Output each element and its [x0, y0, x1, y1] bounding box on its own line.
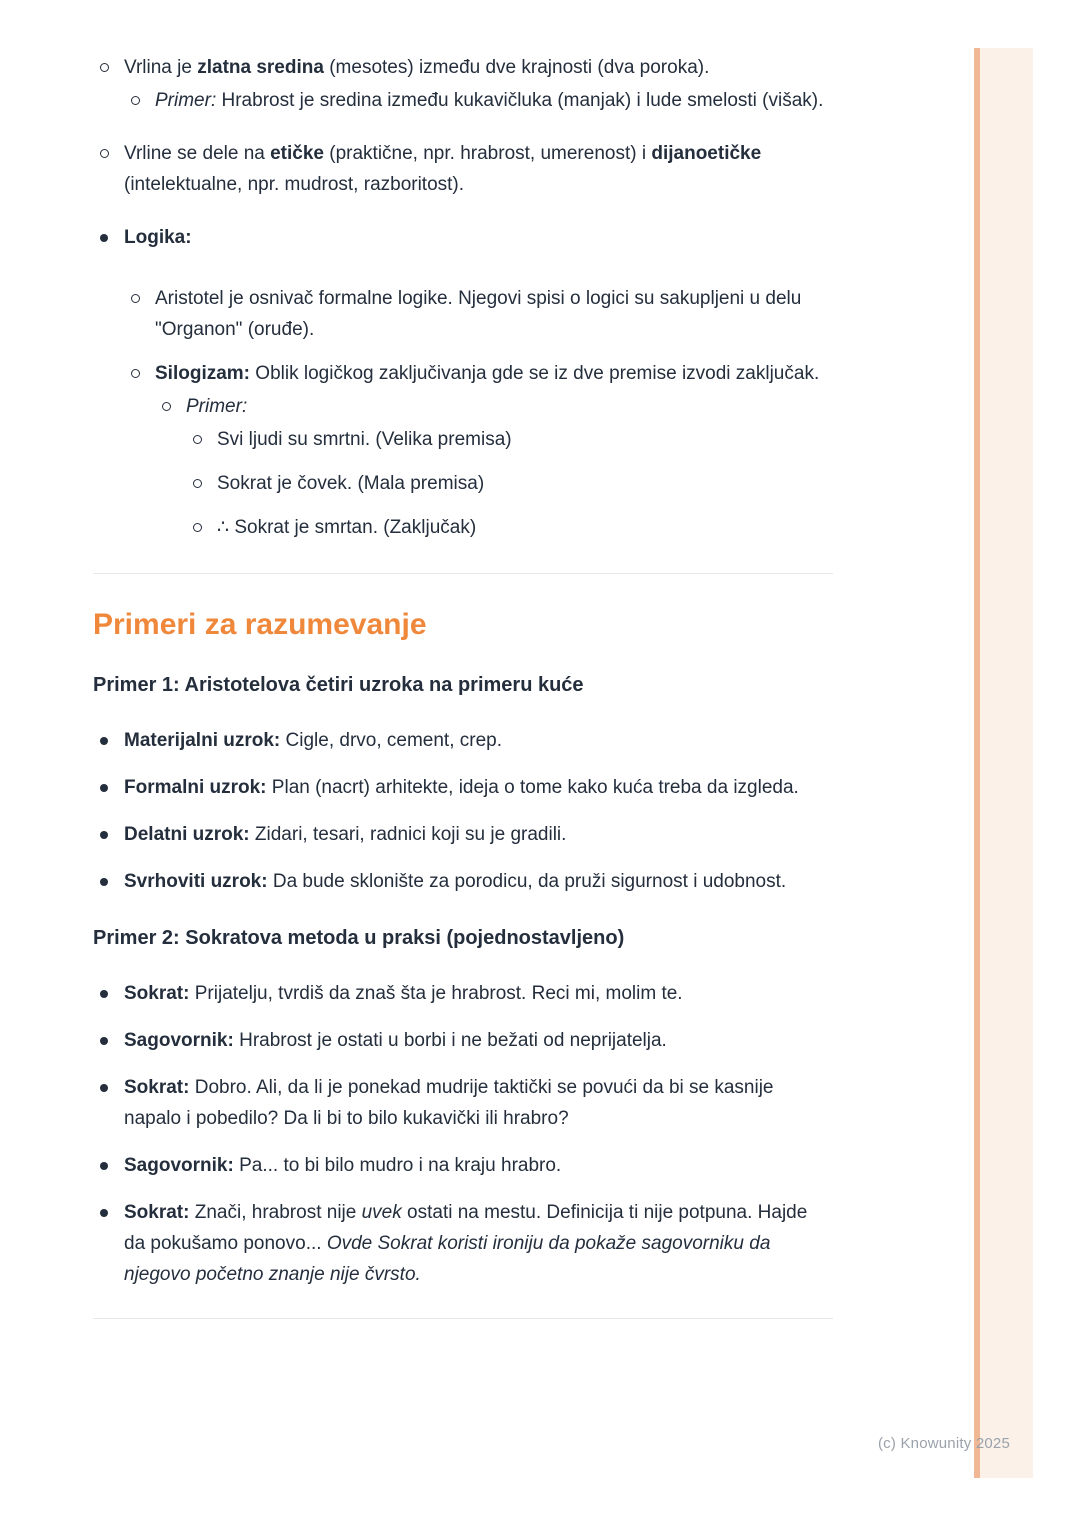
- list-item: [186, 424, 833, 455]
- example1-list: [93, 725, 833, 897]
- list-item-text: Sokrat: Dobro. Ali, da li je ponekad mudrije taktički se povući da bi se kasnije napalo i pobedilo? Da li bi to bilo kukavički ili hrabro?: [124, 1077, 774, 1129]
- bullet-circle-icon: [131, 96, 140, 105]
- list-item-text: Formalni uzrok: Plan (nacrt) arhitekte, ideja o tome kako kuća treba da izgleda.: [124, 777, 799, 798]
- bullet-disc-icon: [100, 1084, 108, 1092]
- document-content: [93, 52, 833, 1319]
- list-item: [93, 52, 833, 116]
- nested-list: [155, 391, 833, 543]
- list-item-text: Sokrat: Prijatelju, tvrdiš da znaš šta je hrabrost. Reci mi, molim te.: [124, 983, 683, 1004]
- copyright-text: (c) Knowunity 2025: [877, 1435, 1010, 1452]
- bullet-disc-icon: [100, 990, 108, 998]
- example2-list: [93, 978, 833, 1290]
- list-item: [93, 1197, 833, 1290]
- list-item-text: Primer:: [186, 396, 248, 417]
- list-item: [124, 85, 833, 116]
- list-item-text: Silogizam: Oblik logičkog zaključivanja gde se iz dve premise izvodi zaključak.: [155, 363, 820, 384]
- list-item: [93, 772, 833, 803]
- bullet-circle-icon: [131, 294, 140, 303]
- list-item-text: Sokrat: Znači, hrabrost nije uvek ostati na mestu. Definicija ti nije potpuna. Hajde da pokušamo ponovo... Ovde Sokrat koristi ironiju da pokaže sagovorniku da njegovo početno znanje nije čvrsto.: [124, 1202, 808, 1285]
- bullet-disc-icon: [100, 1209, 108, 1217]
- section-divider: [93, 573, 833, 574]
- list-item: [186, 468, 833, 499]
- bullet-disc-icon: [100, 1037, 108, 1045]
- list-item: [93, 978, 833, 1009]
- list-item: [124, 283, 833, 345]
- bullet-disc-icon: [100, 737, 108, 745]
- list-item-text: Materijalni uzrok: Cigle, drvo, cement, crep.: [124, 730, 503, 751]
- list-item: [93, 819, 833, 850]
- bullet-circle-icon: [193, 523, 202, 532]
- bullet-circle-icon: [131, 369, 140, 378]
- example2-heading: Primer 2: Sokratova metoda u praksi (pojednostavljeno): [93, 927, 625, 949]
- bullet-disc-icon: [100, 234, 108, 242]
- list-item-text: Sagovornik: Pa... to bi bilo mudro i na kraju hrabro.: [124, 1155, 562, 1176]
- bullet-circle-icon: [100, 149, 109, 158]
- page-footer: [878, 1434, 1010, 1454]
- list-item: [93, 1025, 833, 1056]
- list-item: [93, 725, 833, 756]
- list-item: [93, 222, 833, 543]
- list-item: [93, 866, 833, 897]
- list-item-text: Svrhoviti uzrok: Da bude sklonište za porodicu, da pruži sigurnost i udobnost.: [124, 871, 787, 892]
- footer-divider: [93, 1318, 833, 1319]
- bullet-circle-icon: [193, 435, 202, 444]
- bullet-disc-icon: [100, 831, 108, 839]
- example1-heading: Primer 1: Aristotelova četiri uzroka na primeru kuće: [93, 674, 584, 696]
- list-item-text: Sokrat je čovek. (Mala premisa): [217, 473, 485, 494]
- list-item-text: Sagovornik: Hrabrost je ostati u borbi i ne bežati od neprijatelja.: [124, 1030, 667, 1051]
- section-heading: Primeri za razumevanje: [93, 608, 427, 641]
- bullet-circle-icon: [193, 479, 202, 488]
- nested-list: [124, 85, 833, 116]
- list-item-text: Delatni uzrok: Zidari, tesari, radnici koji su je gradili.: [124, 824, 567, 845]
- list-item-text: Primer: Hrabrost je sredina između kukavičluka (manjak) i lude smelosti (višak).: [155, 90, 824, 111]
- nested-list: [186, 424, 833, 543]
- list-item: [186, 512, 833, 543]
- list-item: [93, 1072, 833, 1134]
- aristotle-notes-list: [93, 52, 833, 543]
- list-item-text: Vrlina je zlatna sredina (mesotes) između dve krajnosti (dva poroka).: [124, 57, 710, 78]
- bullet-circle-icon: [162, 402, 171, 411]
- right-accent-stripe: [974, 48, 1033, 1478]
- list-item: [93, 138, 833, 200]
- list-item: [124, 358, 833, 543]
- list-item: [155, 391, 833, 543]
- nested-list: [124, 283, 833, 543]
- bullet-disc-icon: [100, 784, 108, 792]
- list-item-text: Svi ljudi su smrtni. (Velika premisa): [217, 429, 512, 450]
- list-item-text: Logika:: [124, 227, 192, 248]
- bullet-disc-icon: [100, 1162, 108, 1170]
- list-item-text: Aristotel je osnivač formalne logike. Njegovi spisi o logici su sakupljeni u delu "Organon" (oruđe).: [155, 288, 802, 340]
- bullet-circle-icon: [100, 63, 109, 72]
- list-item-text: Vrline se dele na etičke (praktične, npr. hrabrost, umerenost) i dijanoetičke (intelektualne, npr. mudrost, razboritost).: [124, 143, 762, 195]
- bullet-disc-icon: [100, 878, 108, 886]
- list-item-text: ∴ Sokrat je smrtan. (Zaključak): [217, 517, 477, 538]
- list-item: [93, 1150, 833, 1181]
